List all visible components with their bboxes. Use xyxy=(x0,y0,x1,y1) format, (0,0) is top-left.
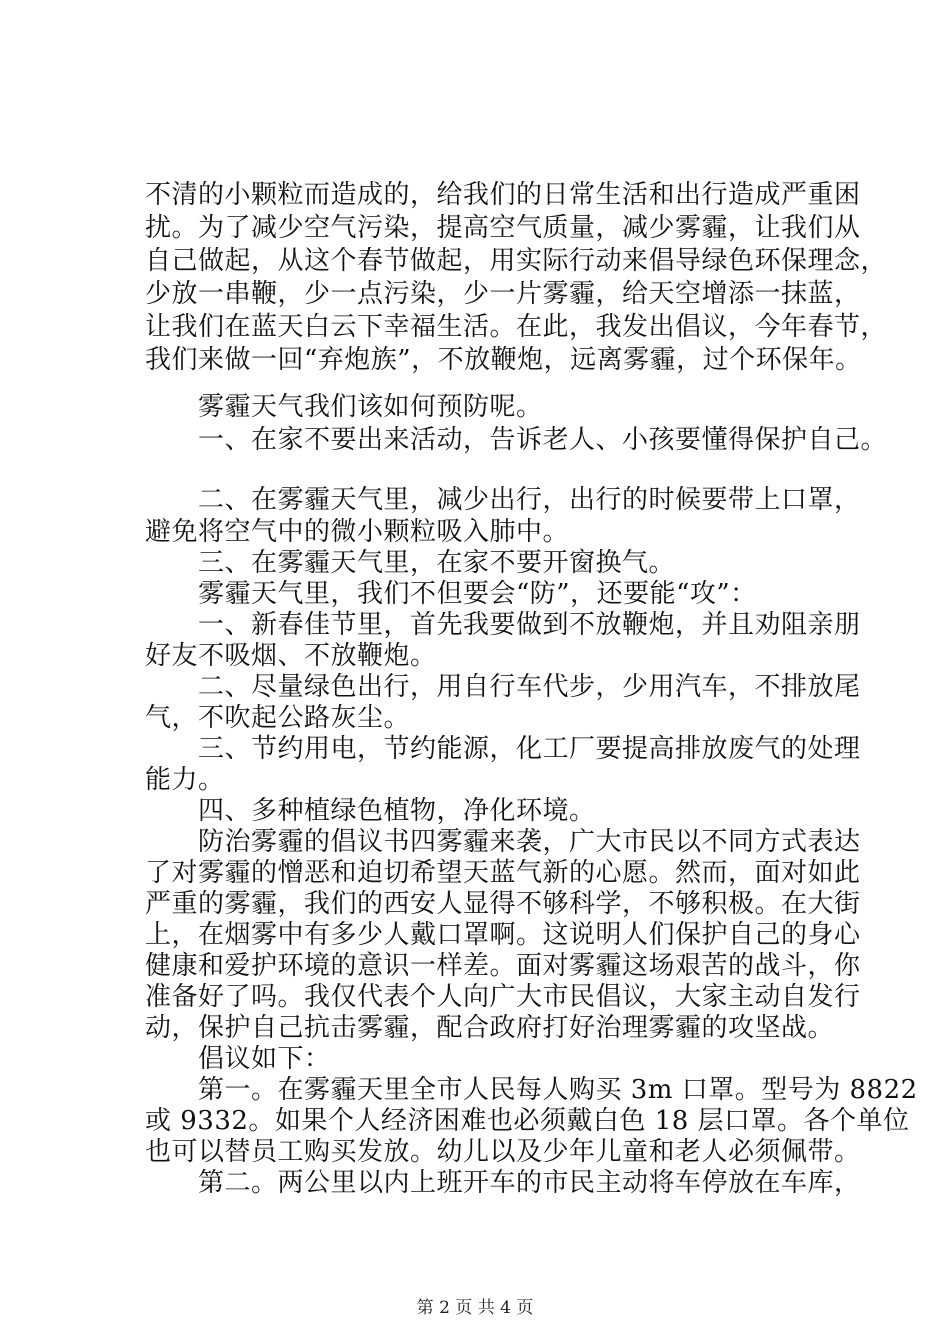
text-line: 第二。两公里以内上班开车的市民主动将车停放在车库， xyxy=(145,1168,861,1198)
text-line: 四、多种植绿色植物，净化环境。 xyxy=(145,796,596,826)
text-line: 三、在雾霾天气里，在家不要开窗换气。 xyxy=(145,548,676,578)
text-line: 上，在烟雾中有多少人戴口罩啊。这说明人们保护自己的身心 xyxy=(145,920,861,950)
text-line: 一、新春佳节里，首先我要做到不放鞭炮，并且劝阻亲朋 xyxy=(145,610,861,640)
text-line: 我们来做一回“弃炮族”，不放鞭炮，远离雾霾，过个环保年。 xyxy=(145,345,862,375)
text-line: 也可以替员工购买发放。幼儿以及少年儿童和老人必须佩带。 xyxy=(145,1137,861,1167)
text-line: 或 9332。如果个人经济困难也必须戴白色 18 层口罩。各个单位 xyxy=(145,1106,910,1136)
text-line: 雾霾天气我们该如何预防呢。 xyxy=(145,392,543,422)
text-line: 不清的小颗粒而造成的，给我们的日常生活和出行造成严重困 xyxy=(145,180,861,210)
text-line: 扰。为了减少空气污染，提高空气质量，减少雾霾，让我们从 xyxy=(145,213,861,243)
text-line: 准备好了吗。我仅代表个人向广大市民倡议，大家主动自发行 xyxy=(145,982,861,1012)
text-line: 三、节约用电，节约能源，化工厂要提高排放废气的处理 xyxy=(145,734,861,764)
text-line: 了对雾霾的憎恶和迫切希望天蓝气新的心愿。然而，面对如此 xyxy=(145,858,861,888)
text-line: 少放一串鞭，少一点污染，少一片雾霾，给天空增添一抹蓝， xyxy=(145,279,861,309)
text-line: 雾霾天气里，我们不但要会“防”，还要能“攻”： xyxy=(145,579,757,609)
text-line: 健康和爱护环境的意识一样差。面对雾霾这场艰苦的战斗，你 xyxy=(145,951,861,981)
text-line: 好友不吸烟、不放鞭炮。 xyxy=(145,641,437,671)
text-line: 避免将空气中的微小颗粒吸入肺中。 xyxy=(145,517,570,547)
text-line: 让我们在蓝天白云下幸福生活。在此，我发出倡议，今年春节， xyxy=(145,312,888,342)
text-line: 二、在雾霾天气里，减少出行，出行的时候要带上口罩， xyxy=(145,485,861,515)
text-line: 动，保护自己抗击雾霾，配合政府打好治理雾霾的攻坚战。 xyxy=(145,1013,835,1043)
text-line: 一、在家不要出来活动，告诉老人、小孩要懂得保护自己。 xyxy=(145,425,888,455)
text-line: 第一。在雾霾天里全市人民每人购买 3m 口罩。型号为 8822 xyxy=(145,1075,918,1105)
text-line: 倡议如下： xyxy=(145,1044,331,1074)
text-line: 防治雾霾的倡议书四雾霾来袭，广大市民以不同方式表达 xyxy=(145,827,861,857)
page-number-footer: 第 2 页 共 4 页 xyxy=(416,1298,534,1318)
text-line: 能力。 xyxy=(145,765,225,795)
text-line: 二、尽量绿色出行，用自行车代步，少用汽车，不排放尾 xyxy=(145,672,861,702)
text-line: 严重的雾霾，我们的西安人显得不够科学，不够积极。在大街 xyxy=(145,889,861,919)
text-line: 气，不吹起公路灰尘。 xyxy=(145,703,411,733)
text-line: 自己做起，从这个春节做起，用实际行动来倡导绿色环保理念， xyxy=(145,246,888,276)
